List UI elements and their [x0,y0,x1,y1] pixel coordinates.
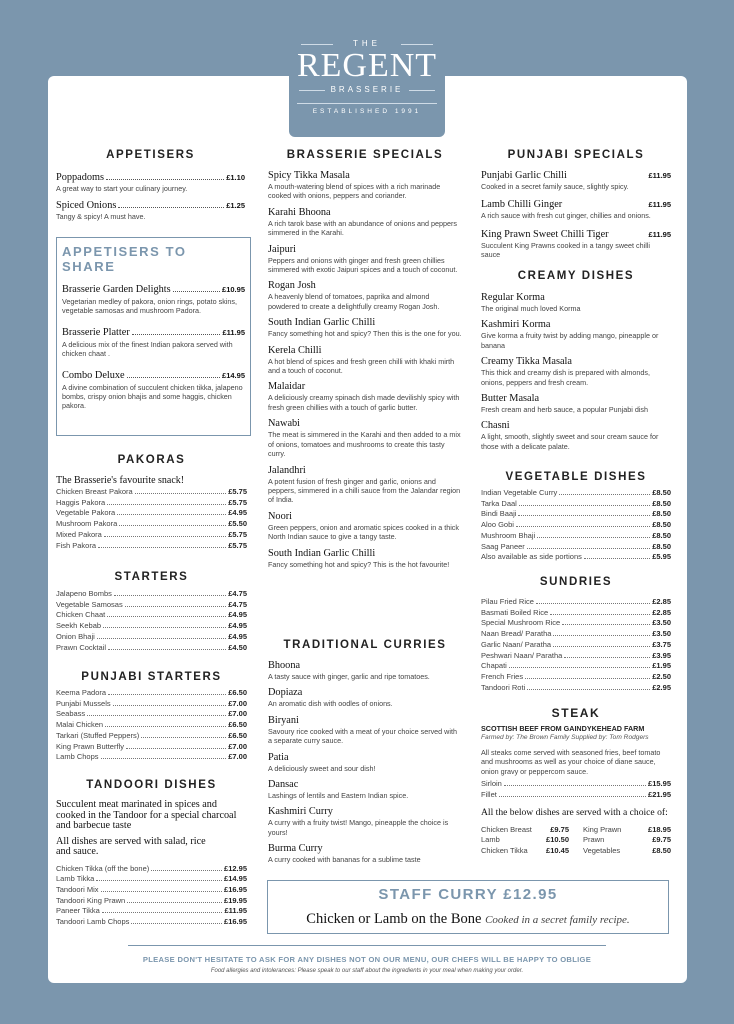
item-desc: Tangy & spicy! A must have. [56,212,146,222]
sundries-heading: SUNDRIES [539,576,613,588]
item-desc: A tasty sauce with ginger, garlic and ripe tomatoes. [268,672,430,681]
item-name: Paneer Tikka [56,906,100,916]
menu-item [62,370,245,411]
item-name: Sirloin [481,779,502,789]
item-price: £2.95 [652,682,671,692]
item-desc: Give korma a fruity twist by adding mango, pineapple or banana [481,331,659,350]
item-name: Malaidar [268,381,306,393]
traditional-section [268,639,462,865]
menu-item [268,381,462,412]
item-name: Saag Paneer [481,541,525,551]
item-name: Chicken Breast [481,824,532,834]
item-price: £7.00 [228,709,247,719]
item-name: Chicken Chaat [56,610,106,620]
menu-item [268,548,462,569]
item-name: Lamb Chilli Ginger [481,199,563,211]
steak-choice-intro: All the below dishes are served with a choice of: [481,806,668,818]
creamy-heading: CREAMY DISHES [517,270,635,282]
item-price: £2.85 [652,597,671,606]
footer-note: PLEASE DON'T HESITATE TO ASK FOR ANY DISHES NOT ON OUR MENU, OUR CHEFS WILL BE HAPPY TO OBLIGE [142,955,592,964]
item-price: £8.50 [652,488,671,497]
item-name: Jaipuri [268,243,297,255]
item-price: £10.45 [546,846,569,856]
item-price: £16.95 [224,917,247,927]
item-price: £21.95 [648,789,671,799]
item-price: £11.95 [222,327,245,337]
left-column [56,149,245,222]
item-name: Poppadoms [56,172,105,183]
steak-farm: SCOTTISH BEEF FROM GAINDYKEHEAD FARM [481,724,645,733]
staff-curry-dish: Chicken or Lamb on the Bone [306,911,482,927]
item-name: Fish Pakora [56,540,97,550]
menu-item [62,327,245,359]
item-desc: Fancy something hot and spicy? This is the hot favourite! [268,559,450,569]
footer-divider [128,945,606,946]
regent-logo [289,33,445,137]
menu-item [268,752,462,773]
punjabi-specials-heading: PUNJABI SPECIALS [507,149,645,161]
item-name: Tarka Daal [481,498,517,508]
item-name: Patia [268,751,289,763]
item-name: Butter Masala [481,393,540,405]
steak-choices [481,825,671,857]
item-name: Punjabi Mussels [56,698,111,708]
item-name: Kashmiri Curry [268,806,333,818]
logo-established: ESTABLISHED 1991 [297,103,437,115]
item-price: £11.95 [648,229,671,239]
menu-item [481,393,671,414]
item-name: Spiced Onions [56,200,117,212]
appetisers-to-share-box [56,237,251,436]
specials-heading: BRASSERIE SPECIALS [286,149,444,161]
item-price: £2.50 [652,671,671,681]
item-name: Aloo Gobi [481,520,514,530]
item-name: French Fries [481,671,524,681]
item-name: Jalandhri [268,464,306,476]
menu-item [481,319,671,350]
item-price: £5.75 [228,540,247,550]
tandoori-intro: Succulent meat marinated in spices and cooked in the Tandoor for a special charcoal and barbecue taste [56,799,237,831]
vegetable-section [481,471,671,563]
item-desc: Peppers and onions with ginger and fresh green chillies simmered with exotic Jaipuri spices and a touch of coconut. [268,255,458,275]
item-price: £15.95 [648,779,671,789]
steak-heading: STEAK [551,706,601,720]
item-price: £6.50 [228,688,247,697]
middle-column [268,149,462,569]
item-desc: Vegetarian medley of pakora, onion rings, potato skins, vegetable samosas and mushroom Padora. [62,297,238,316]
item-desc: Cooked in a secret family sauce, slightly spicy. [481,182,629,191]
menu-item [56,172,245,193]
item-name: Regular Korma [481,292,545,303]
item-price: £1.95 [652,661,671,671]
item-price: £1.10 [226,173,245,182]
item-price: £7.00 [228,741,247,751]
item-price: £4.95 [228,621,247,631]
logo-the: THE [289,39,445,48]
item-name: Karahi Bhoona [268,206,331,218]
item-name: Combo Deluxe [62,369,125,381]
item-price: £5.75 [228,497,247,507]
menu-item [268,207,462,238]
item-price: £11.95 [648,200,671,210]
item-name: Mixed Pakora [56,529,102,539]
item-name: Nawabi [268,418,301,430]
menu-item [268,687,462,708]
item-name: Jalapeno Bombs [56,589,112,598]
item-name: Kashmiri Korma [481,319,551,331]
steak-farmed-by: Farmed by: The Brown Family Supplied by: Tom Rodgers [481,734,649,741]
logo-brasserie: BRASSERIE [289,85,445,94]
punjabi-starters-heading: PUNJABI STARTERS [81,671,222,683]
vegetable-heading: VEGETABLE DISHES [505,471,647,483]
item-name: Seabass [56,709,86,719]
item-price: £4.95 [228,508,247,518]
item-name: Mushroom Bhaji [481,530,536,540]
item-desc: Succulent King Prawns cooked in a tangy sweet chilli sauce [481,240,650,260]
item-desc: Fancy something hot and spicy? Then this is the one for you. [268,329,462,339]
item-desc: A deliciously sweet and sour dish! [268,763,376,773]
item-name: Noori [268,510,293,522]
item-desc: A potent fusion of fresh ginger and garlic, onions and peppers, simmered in a chilli sauce from the Jalandar region of India. [268,476,461,505]
item-name: Peshwari Naan/ Paratha [481,650,563,660]
item-name: Rogan Josh [268,280,316,292]
item-name: Vegetable Samosas [56,599,123,609]
item-name: Chicken Breast Pakora [56,487,133,496]
item-name: Tandoori Lamb Chops [56,917,130,927]
item-desc: A divine combination of succulent chicken tikka, jalapeno bombs, crispy onion bhajis and some haggis, chicken pakora. [62,382,243,411]
item-name: Lamb [481,835,500,845]
item-price: £8.50 [652,541,671,551]
item-name: Dopiaza [268,687,303,699]
item-price: £7.00 [228,698,247,708]
item-name: Vegetable Pakora [56,508,116,518]
item-name: Bindi Baaji [481,509,517,519]
starters-section [56,571,247,653]
item-name: Naan Bread/ Paratha [481,629,552,639]
item-name: Chicken Tikka [481,846,528,856]
item-price: £4.75 [228,599,247,609]
item-desc: Fresh cream and herb sauce, a popular Punjabi dish [481,405,649,415]
staff-curry-box [267,880,669,934]
tandoori-note: All dishes are served with salad, rice and sauce. [56,835,206,857]
item-name: Brasserie Garden Delights [62,284,171,295]
item-desc: Lashings of lentils and Eastern Indian spice. [268,791,409,801]
item-price: £9.75 [652,835,671,845]
menu-item [481,420,671,451]
item-price: £3.75 [652,639,671,649]
item-name: Lamb Chops [56,752,99,762]
item-name: Indian Vegetable Curry [481,488,558,497]
item-price: £3.50 [652,629,671,639]
item-price: £8.50 [652,530,671,540]
menu-item [481,356,671,387]
menu-item [268,345,462,376]
item-name: King Prawn [583,824,622,834]
steak-section [481,706,671,857]
item-name: King Prawn Butterfly [56,741,124,751]
sundries-section [481,576,671,693]
item-price: £8.50 [652,498,671,508]
item-desc: A mouth-watering blend of spices with a rich marinade cooked with onions, peppers and coriander. [268,182,441,201]
tandoori-section [56,779,247,928]
menu-item [268,806,462,837]
steak-desc: All steaks come served with seasoned fries, beef tomato and mushrooms as well as your choice of diane sauce, onion gravy or peppercorn sauce. [481,748,661,776]
item-price: £6.50 [228,730,247,740]
item-price: £9.75 [550,824,569,834]
item-desc: Green peppers, onion and aromatic spices cooked in a thick North Indian sauce to give a tangy taste. [268,522,459,542]
item-desc: A hot blend of spices and fresh green chilli with khaki mirth and a touch of coconut. [268,356,455,376]
item-name: Chapati [481,661,507,671]
item-name: Creamy Tikka Masala [481,356,572,368]
menu-item [481,170,671,191]
item-price: £19.95 [224,895,247,905]
item-name: Basmati Boiled Rice [481,607,549,617]
item-name: Garlic Naan/ Paratha [481,639,552,649]
item-desc: The meat is simmered in the Karahi and then added to a mix of onions, tomatoes and mushrooms to create this tasty curry. [268,430,461,459]
item-name: Chicken Tikka (off the bone) [56,863,150,873]
item-price: £7.00 [228,752,247,762]
item-price: £14.95 [222,370,245,380]
menu-item [268,660,462,681]
item-desc: A curry with a fruity twist! Mango, pineapple the choice is yours! [268,818,449,837]
item-name: Also available as side portions [481,552,582,562]
item-name: Haggis Pakora [56,497,106,507]
item-price: £14.95 [224,874,247,884]
item-price: £5.95 [652,552,671,562]
menu-item [481,199,671,220]
pakoras-heading: PAKORAS [117,454,186,466]
item-name: Fillet [481,789,497,799]
item-price: £3.95 [652,650,671,660]
item-price: £11.95 [224,906,247,916]
menu-item [56,200,245,221]
item-name: Prawn Cocktail [56,642,107,652]
item-desc: A delicious mix of the finest Indian pakora served with chicken chaat . [62,339,233,359]
item-name: Seekh Kebab [56,621,102,631]
item-price: £6.50 [228,720,247,730]
item-price: £10.95 [222,285,245,294]
creamy-section [481,270,671,451]
item-name: Burma Curry [268,843,323,855]
item-name: Pilau Fried Rice [481,597,534,606]
item-name: Punjabi Garlic Chilli [481,170,567,181]
item-desc: An aromatic dish with oodles of onions. [268,699,393,709]
item-name: Lamb Tikka [56,874,95,884]
item-name: Tandoori King Prawn [56,895,126,905]
item-name: Mushroom Pakora [56,519,118,529]
pakoras-section [56,454,247,551]
item-price: £8.50 [652,846,671,856]
appetisers-heading: APPETISERS [106,149,195,161]
share-heading: APPETISERS TO SHARE [62,244,187,274]
item-name: Tarkari (Stuffed Peppers) [56,730,140,740]
item-name: Bhoona [268,660,301,671]
item-name: South Indian Garlic Chilli [268,317,376,329]
item-desc: A curry cooked with bananas for a sublime taste [268,855,421,865]
item-desc: The original much loved Korma [481,304,581,313]
menu-item [268,418,462,458]
item-name: Tandoori Roti [481,682,526,692]
item-price: £1.25 [226,201,245,211]
item-name: Malai Chicken [56,720,104,730]
item-price: £12.95 [224,863,247,873]
item-desc: A light, smooth, slightly sweet and sour cream sauce for those with a delicate palate. [481,432,659,451]
item-price: £16.95 [224,884,247,894]
item-desc: A deliciously creamy spinach dish made devilishly spicy with fresh green chillies with a touch of garlic butter. [268,393,460,412]
item-price: £2.85 [652,607,671,617]
menu-item [268,843,462,864]
item-desc: A rich tarok base with an abundance of onions and peppers simmered in the Karahi. [268,218,458,238]
item-desc: A rich sauce with fresh cut ginger, chillies and onions. [481,211,651,221]
logo-name: REGENT [296,47,438,84]
item-desc: A heavenly blend of tomatoes, paprika and almond powdered to create a delightfully creamy Rogan Josh. [268,292,440,311]
traditional-heading: TRADITIONAL CURRIES [283,639,447,651]
right-column [481,149,671,260]
item-price: £5.75 [228,487,247,496]
menu-item [62,284,245,316]
menu-item [268,280,462,311]
staff-curry-title: STAFF CURRY £12.95 [378,886,558,903]
item-price: £5.50 [228,519,247,529]
item-price: £4.75 [228,589,247,598]
item-price: £3.50 [652,618,671,628]
item-name: Vegetables [583,846,621,856]
item-name: Brasserie Platter [62,326,130,338]
menu-item [268,779,462,800]
item-price: £4.95 [228,610,247,620]
item-name: Dansac [268,779,299,791]
item-desc: Savoury rice cooked with a meat of your choice served with a separate curry sauce. [268,726,457,746]
item-name: Biryani [268,714,299,726]
item-price: £18.95 [648,824,671,834]
menu-item [268,715,462,746]
item-name: Special Mushroom Rice [481,618,561,628]
item-price: £11.95 [648,171,671,180]
menu-item [481,229,671,260]
tandoori-heading: TANDOORI DISHES [86,779,217,791]
item-name: Chasni [481,420,510,432]
footer-allergy: Food allergies and intolerances: Please speak to our staff about the ingredients in your meal when making your order. [210,968,524,974]
item-price: £8.50 [652,520,671,530]
item-name: Kerela Chilli [268,344,322,356]
menu-item [481,292,671,313]
item-name: Onion Bhaji [56,631,95,641]
item-desc: A great way to start your culinary journey. [56,184,188,193]
item-name: Tandoori Mix [56,884,99,894]
menu-item [268,244,462,275]
item-name: King Prawn Sweet Chilli Tiger [481,228,609,240]
item-name: Keema Padora [56,688,107,697]
menu-item [268,511,462,542]
item-price: £8.50 [652,509,671,519]
item-name: Spicy Tikka Masala [268,170,350,181]
menu-item [268,465,462,505]
item-price: £5.75 [228,529,247,539]
item-name: South Indian Garlic Chilli [268,547,376,559]
staff-curry-desc: Cooked in a secret family recipe. [485,914,630,926]
menu-item [268,170,462,201]
item-price: £10.50 [546,835,569,845]
menu-item [268,317,462,338]
pakoras-intro: The Brasserie's favourite snack! [56,475,185,486]
item-name: Prawn [583,835,605,845]
item-desc: This thick and creamy dish is prepared with almonds, onions, peppers and fresh cream. [481,368,650,387]
starters-heading: STARTERS [114,571,189,583]
item-price: £4.95 [228,631,247,641]
item-price: £4.50 [228,642,247,652]
punjabi-starters-section [56,671,247,763]
